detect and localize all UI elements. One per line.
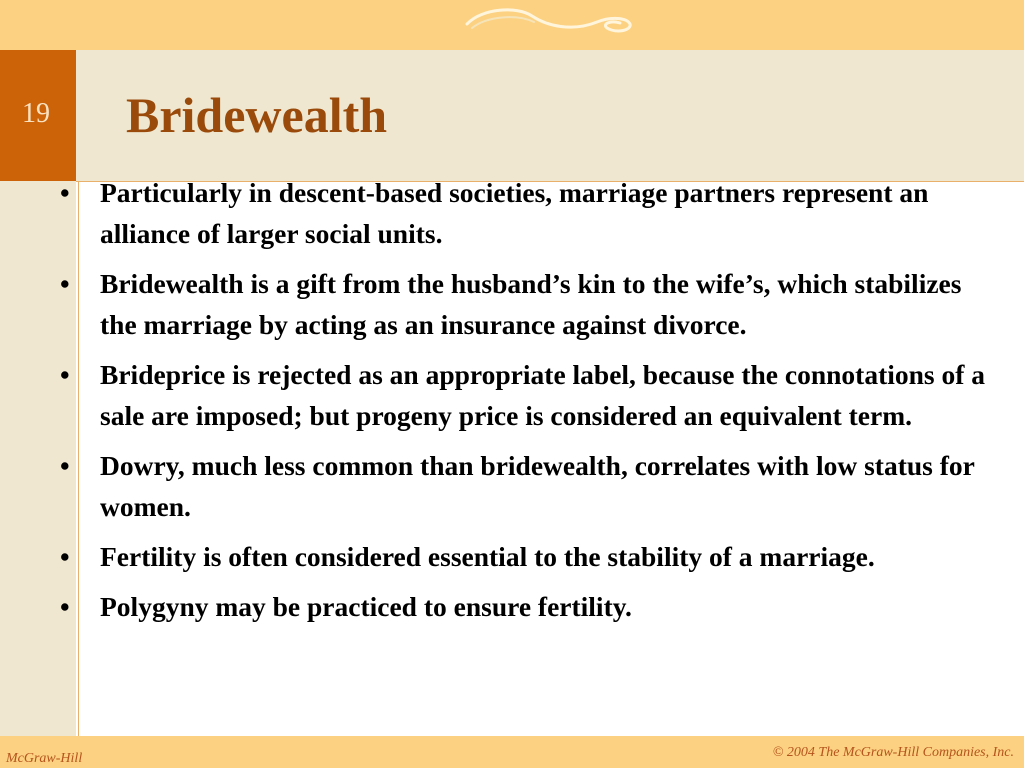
bullet-icon: • [60, 359, 70, 390]
decorative-swirl-icon [462, 2, 637, 40]
bullet-item [56, 445, 996, 527]
bullet-text: Bridewealth is a gift from the husband’s kin to the wife’s, which stabilizes the marriage by acting as an insurance against divorce. [100, 268, 962, 340]
bullet-item [56, 354, 996, 436]
footer-publisher: McGraw-Hill [6, 751, 83, 766]
bullet-text: Fertility is often considered essential to the stability of a marriage. [100, 541, 875, 572]
bullet-text: Polygyny may be practiced to ensure fertility. [100, 591, 632, 622]
bullet-text: Dowry, much less common than bridewealth, correlates with low status for women. [100, 450, 975, 522]
bullet-icon: • [60, 177, 70, 208]
bullet-text: Particularly in descent-based societies, marriage partners represent an alliance of larger social units. [100, 177, 929, 249]
bullet-item [56, 172, 996, 254]
bullet-item [56, 536, 996, 577]
bullet-icon: • [60, 450, 70, 481]
footer-copyright: © 2004 The McGraw-Hill Companies, Inc. [772, 745, 1014, 760]
slide-title: Bridewealth [126, 87, 388, 143]
bullet-icon: • [60, 541, 70, 572]
bullet-icon: • [60, 591, 70, 622]
slide-number: 19 [22, 98, 50, 129]
bullet-list [56, 172, 996, 636]
bullet-item [56, 586, 996, 627]
top-header-band [0, 0, 1024, 50]
bullet-text: Brideprice is rejected as an appropriate label, because the connotations of a sale are imposed; but progeny price is considered an equivalent term. [100, 359, 986, 431]
bullet-icon: • [60, 268, 70, 299]
bullet-item [56, 263, 996, 345]
